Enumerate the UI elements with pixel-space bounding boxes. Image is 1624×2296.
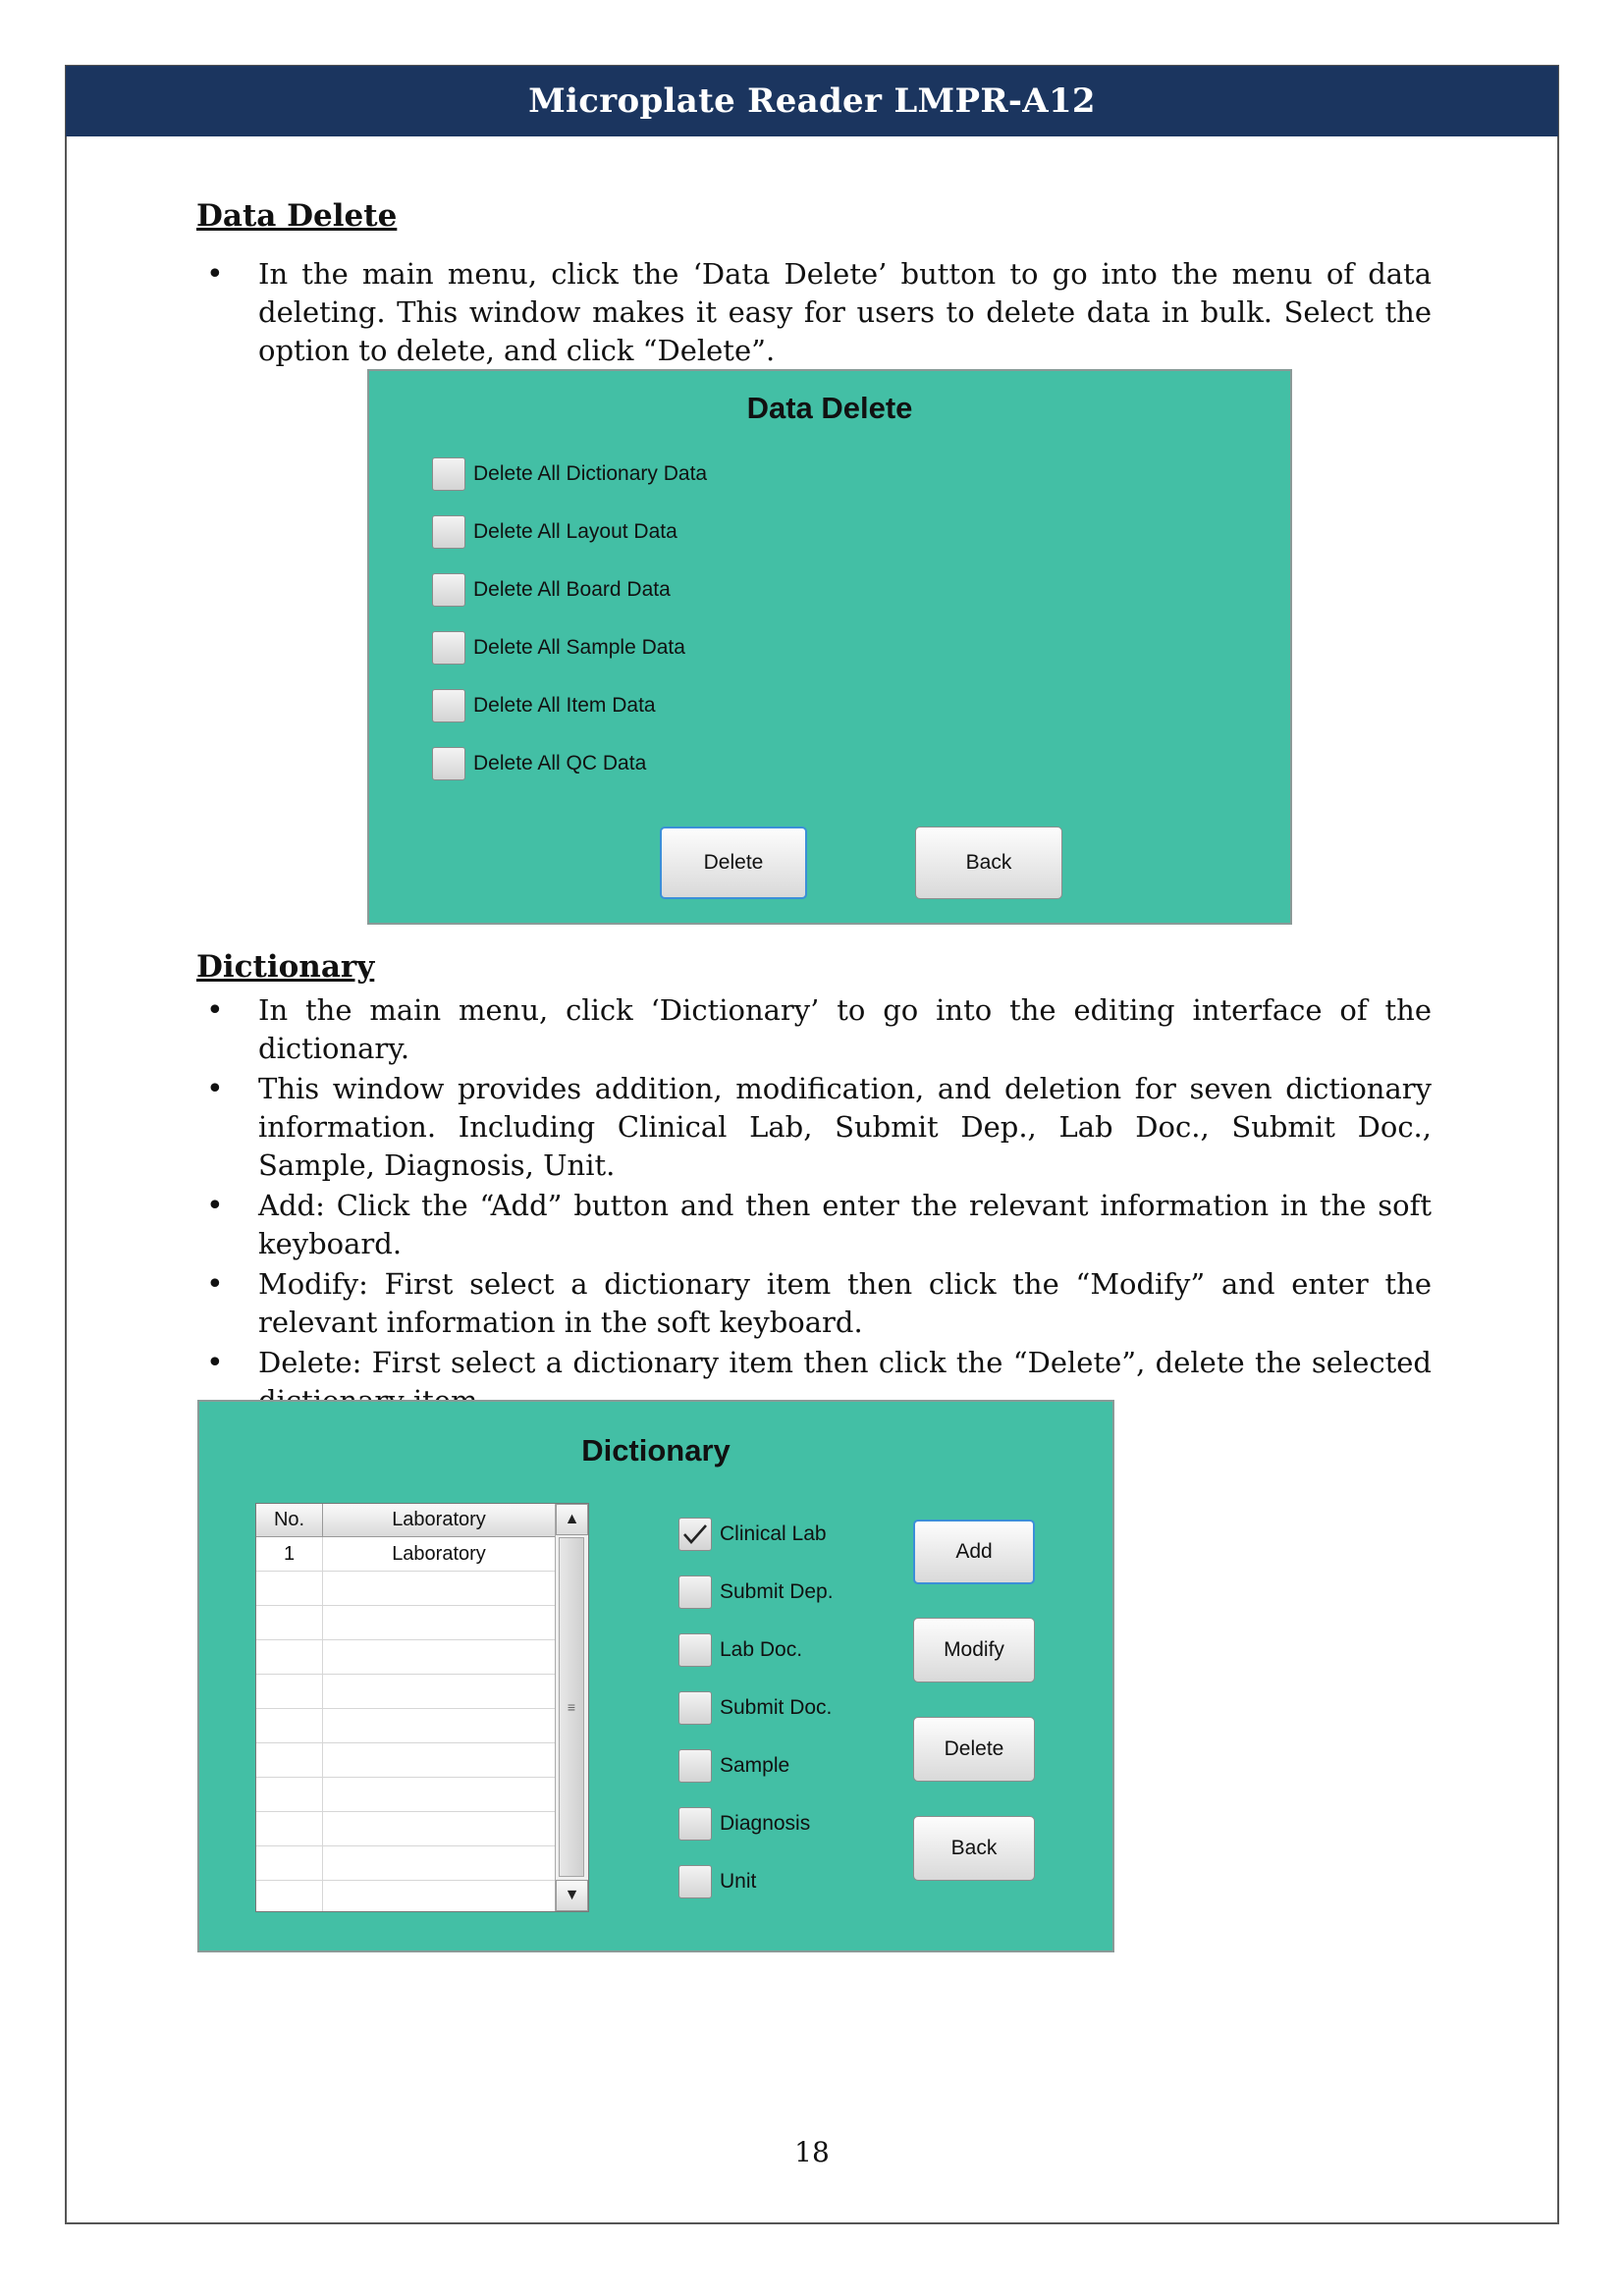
bullet-item: • Modify: First select a dictionary item then click the “Modify” and enter the relevant information in the soft keyboard. xyxy=(196,1265,1432,1342)
option-delete-item-data[interactable] xyxy=(432,689,656,722)
cell-empty xyxy=(323,1572,556,1605)
category-submit-dep[interactable] xyxy=(678,1575,834,1609)
category-lab-doc[interactable] xyxy=(678,1633,802,1667)
checkbox[interactable] xyxy=(432,747,465,780)
section-heading-data-delete: Data Delete xyxy=(196,198,398,234)
option-label: Delete All Layout Data xyxy=(473,520,677,543)
cell-empty xyxy=(323,1709,556,1742)
cell-empty xyxy=(323,1606,556,1639)
category-label: Unit xyxy=(720,1870,757,1893)
delete-button[interactable]: Delete xyxy=(660,827,807,899)
option-label: Delete All Dictionary Data xyxy=(473,462,708,485)
vertical-scrollbar[interactable] xyxy=(555,1504,588,1911)
data-delete-bullet-list xyxy=(196,255,1432,372)
scroll-down-arrow-icon[interactable]: ▼ xyxy=(556,1880,588,1911)
category-clinical-lab[interactable] xyxy=(678,1518,827,1551)
bullet-item: • In the main menu, click the ‘Data Delete’ button to go into the menu of data deleting. This window makes it easy for users to delete data in bulk. Select the option to delete, and click “Delete”. xyxy=(196,255,1432,370)
checkbox[interactable] xyxy=(678,1749,712,1783)
option-delete-board-data[interactable] xyxy=(432,573,671,607)
dictionary-title: Dictionary xyxy=(581,1433,731,1468)
cell-empty xyxy=(256,1778,323,1811)
checkbox[interactable] xyxy=(432,689,465,722)
scroll-up-arrow-icon[interactable]: ▲ xyxy=(556,1504,588,1535)
table-row[interactable] xyxy=(256,1572,556,1606)
cell-empty xyxy=(256,1640,323,1674)
checkbox[interactable] xyxy=(678,1865,712,1898)
bullet-item: • This window provides addition, modification, and deletion for seven dictionary information. Including Clinical Lab, Submit Dep., Lab Doc., Submit Doc., Sample, Diagnosis, Unit. xyxy=(196,1070,1432,1185)
cell-empty xyxy=(323,1778,556,1811)
dictionary-window xyxy=(197,1400,1114,1952)
checkmark-icon xyxy=(682,1523,708,1545)
cell-empty xyxy=(256,1881,323,1912)
checkbox[interactable] xyxy=(678,1691,712,1725)
cell-empty xyxy=(256,1606,323,1639)
cell-empty xyxy=(256,1709,323,1742)
checkbox[interactable] xyxy=(432,457,465,491)
category-label: Lab Doc. xyxy=(720,1638,803,1661)
checkbox[interactable] xyxy=(678,1807,712,1841)
cell-empty xyxy=(256,1846,323,1880)
table-row[interactable] xyxy=(256,1846,556,1881)
checkbox[interactable] xyxy=(432,631,465,665)
option-delete-layout-data[interactable] xyxy=(432,515,677,549)
grip-icon: ≡ xyxy=(567,1699,576,1715)
section-heading-dictionary: Dictionary xyxy=(196,949,375,985)
option-label: Delete All Item Data xyxy=(473,694,656,717)
category-label: Sample xyxy=(720,1754,790,1777)
checkbox[interactable] xyxy=(678,1633,712,1667)
data-delete-title: Data Delete xyxy=(746,391,913,425)
cell-no: 1 xyxy=(256,1537,323,1571)
option-delete-sample-data[interactable] xyxy=(432,631,685,665)
option-delete-dictionary-data[interactable] xyxy=(432,457,707,491)
data-delete-window xyxy=(367,369,1292,925)
checkbox[interactable] xyxy=(432,573,465,607)
dictionary-bullet-list xyxy=(196,991,1432,1422)
category-label: Submit Doc. xyxy=(720,1696,833,1719)
category-label: Submit Dep. xyxy=(720,1580,834,1603)
cell-empty xyxy=(323,1846,556,1880)
option-label: Delete All Board Data xyxy=(473,578,671,601)
category-unit[interactable] xyxy=(678,1865,756,1898)
document-header: Microplate Reader LMPR-A12 xyxy=(66,66,1558,136)
bullet-item: • Delete: First select a dictionary item then click the “Delete”, delete the selected xyxy=(196,1344,1432,1420)
scroll-thumb[interactable] xyxy=(559,1537,584,1877)
category-label: Clinical Lab xyxy=(720,1522,827,1545)
table-row[interactable] xyxy=(256,1743,556,1778)
category-sample[interactable] xyxy=(678,1749,789,1783)
cell-empty xyxy=(323,1675,556,1708)
table-row[interactable] xyxy=(256,1606,556,1640)
cell-laboratory: Laboratory xyxy=(323,1537,556,1571)
bullet-item: • In the main menu, click ‘Dictionary’ to go into the editing interface of the dictionary. xyxy=(196,991,1432,1068)
checkbox[interactable] xyxy=(678,1575,712,1609)
cell-empty xyxy=(323,1812,556,1845)
option-delete-qc-data[interactable] xyxy=(432,747,646,780)
dictionary-table[interactable] xyxy=(255,1503,589,1912)
category-diagnosis[interactable] xyxy=(678,1807,810,1841)
table-row[interactable] xyxy=(256,1709,556,1743)
option-label: Delete All Sample Data xyxy=(473,636,685,659)
table-row[interactable] xyxy=(256,1812,556,1846)
checkbox[interactable] xyxy=(432,515,465,549)
category-label: Diagnosis xyxy=(720,1812,811,1835)
cell-empty xyxy=(256,1675,323,1708)
option-label: Delete All QC Data xyxy=(473,752,647,774)
table-header xyxy=(256,1504,556,1537)
table-row[interactable] xyxy=(256,1881,556,1912)
cell-empty xyxy=(323,1640,556,1674)
category-submit-doc[interactable] xyxy=(678,1691,832,1725)
table-row[interactable] xyxy=(256,1537,556,1572)
back-button[interactable]: Back xyxy=(913,1816,1035,1881)
table-row[interactable] xyxy=(256,1640,556,1675)
add-button[interactable]: Add xyxy=(913,1520,1035,1584)
delete-button[interactable]: Delete xyxy=(913,1717,1035,1782)
bullet-item: • Add: Click the “Add” button and then enter the relevant information in the soft keyboard. xyxy=(196,1187,1432,1263)
table-row[interactable] xyxy=(256,1778,556,1812)
cell-empty xyxy=(323,1743,556,1777)
page-number: 18 xyxy=(794,2136,830,2168)
checkbox-checked[interactable] xyxy=(678,1518,712,1551)
back-button[interactable]: Back xyxy=(915,827,1062,899)
table-row[interactable] xyxy=(256,1675,556,1709)
cell-empty xyxy=(256,1812,323,1845)
column-header-laboratory[interactable]: Laboratory xyxy=(323,1504,556,1536)
cell-empty xyxy=(256,1743,323,1777)
modify-button[interactable]: Modify xyxy=(913,1618,1035,1682)
column-header-no[interactable]: No. xyxy=(256,1504,323,1536)
cell-empty xyxy=(323,1881,556,1912)
cell-empty xyxy=(256,1572,323,1605)
